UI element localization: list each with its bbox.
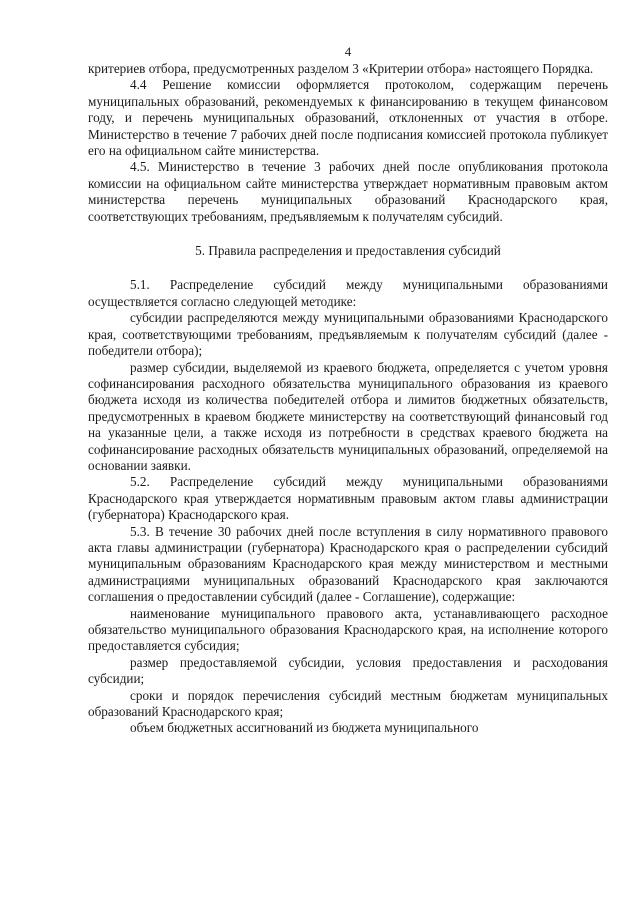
paragraph-4-5: 4.5. Министерство в течение 3 рабочих дней после опубликования протокола комиссии на официальном сайте министерства утверждает нормативным правовым актом министерства перечень муниципальных образований Краснодарского края, соответствующих требованиям, предъявляемым к получателям субсидий.: [88, 159, 608, 224]
paragraph-5-1: 5.1. Распределение субсидий между муниципальными образованиями осуществляется согласно следующей методике:: [88, 277, 608, 309]
paragraph-4-4: 4.4 Решение комиссии оформляется протоколом, содержащим перечень муниципальных образований, рекомендуемых к финансированию в текущем финансовом году, и перечень муниципальных образований, отклоненных от участия в отборе. Министерство в течение 7 рабочих дней после подписания комиссией протокола публикует его на официальном сайте министерства.: [88, 77, 608, 159]
paragraph-5-3-c: сроки и порядок перечисления субсидий местным бюджетам муниципальных образований Краснодарского края;: [88, 687, 608, 720]
paragraph-5-1-b: размер субсидии, выделяемой из краевого бюджета, определяется с учетом уровня софинансирования расходного обязательства муниципального образования из краевого бюджета исходя из количества победителей отбора и лимитов бюджетных обязательств, предусмотренных в краевом бюджете министерству на соответствующий финансовый год на указанные цели, а также исходя из потребности в средствах краевого бюджета на софинансирование расходных обязательств муниципальных образований, определяемой на основании заявки.: [88, 359, 608, 473]
paragraph-5-2: 5.2. Распределение субсидий между муниципальными образованиями Краснодарского края утверждается нормативным правовым актом главы администрации (губернатора) Краснодарского края.: [88, 474, 608, 523]
page-number: 4: [344, 44, 352, 59]
paragraph-5-1-a: субсидии распределяются между муниципальными образованиями Краснодарского края, соответствующими требованиям, предъявляемым к получателям субсидий (далее - победители отбора);: [88, 310, 608, 359]
paragraph-top-0: критериев отбора, предусмотренных разделом 3 «Критерии отбора» настоящего Порядка.: [88, 61, 594, 76]
paragraph-5-3-b: размер предоставляемой субсидии, условия предоставления и расходования субсидии;: [88, 654, 608, 687]
document-body: [88, 61, 608, 737]
paragraph-5-3-a: наименование муниципального правового акта, устанавливающего расходное обязательство муниципального образования Краснодарского края, на исполнение которого предоставляется субсидия;: [88, 605, 608, 654]
paragraph-5-3-d: объем бюджетных ассигнований из бюджета муниципального: [130, 720, 479, 736]
paragraph-5-3: 5.3. В течение 30 рабочих дней после вступления в силу нормативного правового акта главы администрации (губернатора) Краснодарского края о распределении субсидий муниципальным образованиям Краснодарского края между министерством и местными администрациями муниципальных образований Краснодарского края заключаются соглашения о предоставлении субсидий (далее - Соглашение), содержащие:: [88, 523, 608, 605]
section-heading: 5. Правила распределения и предоставления субсидий: [195, 243, 501, 259]
